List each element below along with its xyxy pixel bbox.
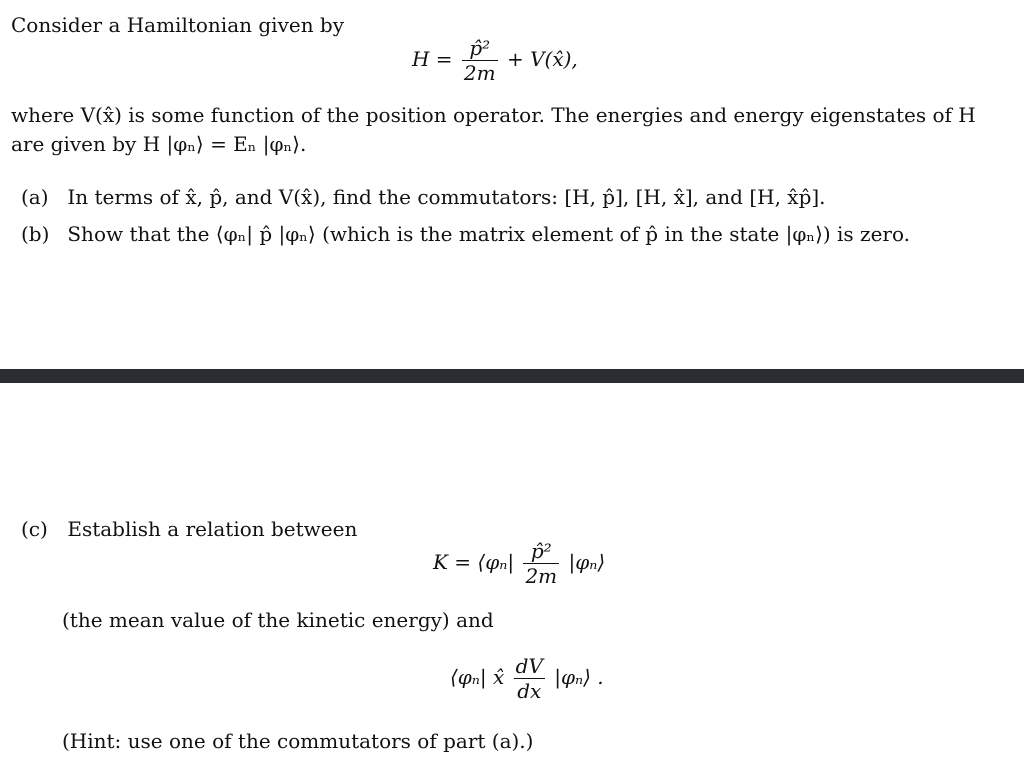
part-a-label: (a) xyxy=(21,185,49,209)
where-line-2: are given by H |φₙ⟩ = Eₙ |φₙ⟩. xyxy=(11,132,307,156)
virial-lhs: ⟨φₙ| x̂ xyxy=(450,665,505,689)
part-a-text: In terms of x̂, p̂, and V(x̂), find the commutators: [H, p̂], [H, x̂], and [H, x̂p̂]. xyxy=(67,185,826,209)
part-c-text: Establish a relation between xyxy=(67,517,358,541)
virial-rhs: |φₙ⟩ . xyxy=(554,665,604,689)
virial-fraction xyxy=(514,656,545,701)
hamiltonian-fraction xyxy=(462,38,498,83)
kinetic-denominator: 2m xyxy=(525,564,558,588)
part-b xyxy=(21,224,910,244)
kinetic-rhs: |φₙ⟩ xyxy=(568,550,606,574)
kinetic-equation xyxy=(433,541,605,586)
hamiltonian-equation xyxy=(412,38,578,83)
virial-equation xyxy=(450,656,604,701)
hint-text: (Hint: use one of the commutators of part (a).) xyxy=(62,729,534,753)
part-c xyxy=(21,519,357,539)
kinetic-lhs: K = ⟨φₙ| xyxy=(433,550,515,574)
where-line-1: where V(x̂) is some function of the position operator. The energies and energy eigenstates of H xyxy=(11,103,976,127)
page-separator xyxy=(0,369,1024,383)
mean-ke-text: (the mean value of the kinetic energy) and xyxy=(62,608,494,632)
part-b-label: (b) xyxy=(21,222,50,246)
virial-numerator: dV xyxy=(515,654,543,678)
intro-text: Consider a Hamiltonian given by xyxy=(11,13,345,37)
part-a xyxy=(21,187,826,207)
hamiltonian-rhs: + V(x̂), xyxy=(506,47,578,71)
hamiltonian-lhs: H = xyxy=(412,47,453,71)
hamiltonian-denominator: 2m xyxy=(463,61,496,85)
virial-denominator: dx xyxy=(517,679,542,703)
part-c-label: (c) xyxy=(21,517,48,541)
kinetic-fraction xyxy=(523,541,559,586)
part-b-text: Show that the ⟨φₙ| p̂ |φₙ⟩ (which is the matrix element of p̂ in the state |φₙ⟩) is zero. xyxy=(67,222,911,246)
kinetic-numerator: p̂² xyxy=(530,539,552,563)
hamiltonian-numerator: p̂² xyxy=(469,36,491,60)
